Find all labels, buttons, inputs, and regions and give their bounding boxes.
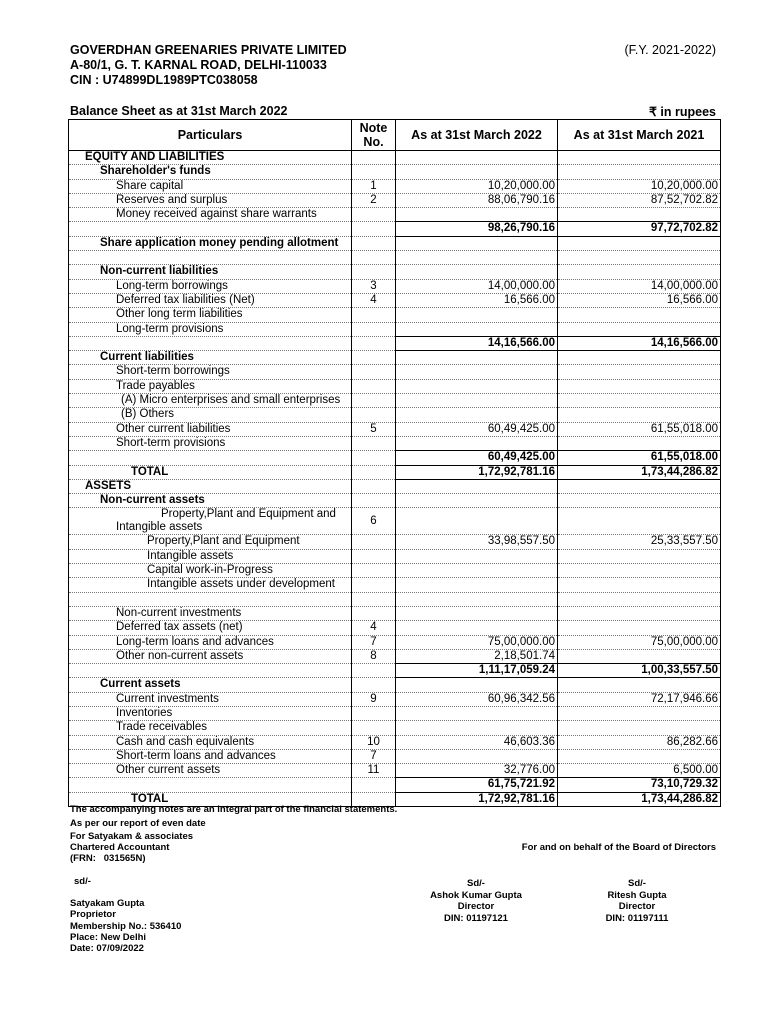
place: Place: New Delhi <box>70 932 147 943</box>
auditor-title: Proprietor <box>70 909 116 920</box>
row-value-previous: 73,10,729.32 <box>558 778 721 792</box>
row-note: 10 <box>352 735 396 749</box>
subtotal-row <box>69 222 721 236</box>
table-row <box>69 649 721 663</box>
row-value-current <box>396 351 558 365</box>
row-note <box>352 208 396 222</box>
table-row <box>69 635 721 649</box>
row-note <box>352 222 396 236</box>
row-note: 2 <box>352 193 396 207</box>
row-note <box>352 494 396 508</box>
table-row <box>69 165 721 179</box>
row-label: TOTAL <box>69 792 352 806</box>
table-row <box>69 549 721 563</box>
row-value-current: 32,776.00 <box>396 764 558 778</box>
row-value-current <box>396 265 558 279</box>
header-note: Note No. <box>352 120 396 151</box>
row-value-current: 14,16,566.00 <box>396 336 558 350</box>
row-value-current: 1,72,92,781.16 <box>396 465 558 479</box>
row-value-current <box>396 165 558 179</box>
table-row <box>69 265 721 279</box>
footer-report: As per our report of even date <box>70 818 206 829</box>
row-value-current: 60,49,425.00 <box>396 451 558 465</box>
board-statement: For and on behalf of the Board of Directors <box>521 842 716 853</box>
row-value-previous <box>558 322 721 336</box>
table-row <box>69 621 721 635</box>
row-note <box>352 165 396 179</box>
row-value-previous <box>558 508 721 535</box>
director-1-signature: Sd/- <box>467 878 485 889</box>
row-value-current: 60,49,425.00 <box>396 422 558 436</box>
table-row <box>69 408 721 422</box>
row-label: Long-term provisions <box>69 322 352 336</box>
row-value-previous <box>558 549 721 563</box>
row-label: Non-current assets <box>69 494 352 508</box>
row-value-previous: 87,52,702.82 <box>558 193 721 207</box>
table-row <box>69 592 721 606</box>
row-note <box>352 549 396 563</box>
row-value-current: 88,06,790.16 <box>396 193 558 207</box>
row-value-current <box>396 564 558 578</box>
total-row <box>69 465 721 479</box>
table-row <box>69 494 721 508</box>
table-row <box>69 692 721 706</box>
row-value-current: 10,20,000.00 <box>396 179 558 193</box>
table-row <box>69 508 721 535</box>
row-value-previous <box>558 436 721 450</box>
row-label: Long-term borrowings <box>69 279 352 293</box>
row-label: Non-current liabilities <box>69 265 352 279</box>
row-value-previous: 97,72,702.82 <box>558 222 721 236</box>
row-note <box>352 578 396 592</box>
row-value-current: 14,00,000.00 <box>396 279 558 293</box>
row-label <box>69 251 352 265</box>
row-value-previous <box>558 365 721 379</box>
row-value-previous <box>558 379 721 393</box>
row-value-previous <box>558 678 721 692</box>
table-row <box>69 379 721 393</box>
row-note <box>352 236 396 250</box>
auditor-firm: For Satyakam & associates <box>70 831 194 842</box>
table-row <box>69 251 721 265</box>
table-row <box>69 564 721 578</box>
row-label: Share capital <box>69 179 352 193</box>
row-value-current: 98,26,790.16 <box>396 222 558 236</box>
table-row <box>69 721 721 735</box>
row-label: Other current assets <box>69 764 352 778</box>
row-label: ASSETS <box>69 479 352 493</box>
row-note: 9 <box>352 692 396 706</box>
row-value-previous: 14,16,566.00 <box>558 336 721 350</box>
row-note <box>352 479 396 493</box>
row-value-current <box>396 251 558 265</box>
row-value-previous <box>558 151 721 165</box>
row-note <box>352 606 396 620</box>
row-value-previous <box>558 606 721 620</box>
row-label: Inventories <box>69 706 352 720</box>
row-label: (A) Micro enterprises and small enterprises <box>69 394 352 408</box>
row-note <box>352 592 396 606</box>
table-row <box>69 436 721 450</box>
balance-sheet-table <box>68 119 721 807</box>
table-row <box>69 578 721 592</box>
table-row <box>69 365 721 379</box>
row-value-current: 46,603.36 <box>396 735 558 749</box>
row-value-current <box>396 379 558 393</box>
row-value-previous <box>558 621 721 635</box>
row-label: Short-term borrowings <box>69 365 352 379</box>
auditor-membership: Membership No.: 536410 <box>70 921 182 932</box>
row-label: Other non-current assets <box>69 649 352 663</box>
table-row <box>69 706 721 720</box>
row-label <box>69 592 352 606</box>
row-label <box>69 222 352 236</box>
director-2-din: DIN: 01197111 <box>605 912 669 924</box>
row-value-previous: 1,73,44,286.82 <box>558 792 721 806</box>
row-value-previous <box>558 408 721 422</box>
row-value-current <box>396 208 558 222</box>
financial-year: (F.Y. 2021-2022) <box>624 43 716 57</box>
director-2-name: Ritesh Gupta <box>607 889 667 901</box>
row-value-previous <box>558 208 721 222</box>
row-label: Property,Plant and Equipment <box>69 535 352 549</box>
row-value-previous <box>558 578 721 592</box>
row-label: TOTAL <box>69 465 352 479</box>
footer-notes-statement: The accompanying notes are an integral part of the financial statements. <box>70 804 398 815</box>
currency-label: in rupees <box>660 105 716 119</box>
row-label <box>69 451 352 465</box>
row-label: Trade payables <box>69 379 352 393</box>
row-value-current <box>396 408 558 422</box>
row-value-previous <box>558 251 721 265</box>
row-value-previous <box>558 236 721 250</box>
row-value-previous: 1,00,33,557.50 <box>558 664 721 678</box>
row-value-previous <box>558 494 721 508</box>
row-label: Shareholder's funds <box>69 165 352 179</box>
row-note: 7 <box>352 749 396 763</box>
row-value-previous: 86,282.66 <box>558 735 721 749</box>
director-2-signature-block <box>572 878 702 924</box>
row-value-current <box>396 549 558 563</box>
table-row <box>69 293 721 307</box>
row-label <box>69 664 352 678</box>
row-value-current: 33,98,557.50 <box>396 535 558 549</box>
table-row <box>69 322 721 336</box>
row-label: Intangible assets under development <box>69 578 352 592</box>
row-label: Current assets <box>69 678 352 692</box>
row-note <box>352 436 396 450</box>
row-label: Short-term provisions <box>69 436 352 450</box>
table-row <box>69 351 721 365</box>
row-value-previous <box>558 721 721 735</box>
row-value-current <box>396 508 558 535</box>
director-1-name: Ashok Kumar Gupta <box>430 889 522 901</box>
row-label: Capital work-in-Progress <box>69 564 352 578</box>
table-row <box>69 151 721 165</box>
balance-sheet-body <box>69 151 721 807</box>
row-note: 8 <box>352 649 396 663</box>
currency-note <box>649 104 716 119</box>
row-value-current <box>396 606 558 620</box>
director-2-title: Director <box>618 901 656 912</box>
table-row <box>69 764 721 778</box>
row-value-previous <box>558 706 721 720</box>
row-label: Current investments <box>69 692 352 706</box>
row-value-previous: 6,500.00 <box>558 764 721 778</box>
row-value-previous: 75,00,000.00 <box>558 635 721 649</box>
row-label: Trade receivables <box>69 721 352 735</box>
row-value-current: 60,96,342.56 <box>396 692 558 706</box>
row-value-previous: 61,55,018.00 <box>558 422 721 436</box>
row-note <box>352 379 396 393</box>
row-note: 5 <box>352 422 396 436</box>
row-value-previous <box>558 351 721 365</box>
director-1-title: Director <box>457 901 495 912</box>
row-label <box>69 336 352 350</box>
row-note <box>352 564 396 578</box>
row-value-previous <box>558 649 721 663</box>
subtotal-row <box>69 664 721 678</box>
subtotal-row <box>69 336 721 350</box>
row-note: 1 <box>352 179 396 193</box>
row-label: (B) Others <box>69 408 352 422</box>
row-label: Short-term loans and advances <box>69 749 352 763</box>
table-row <box>69 606 721 620</box>
row-value-current <box>396 494 558 508</box>
row-note <box>352 721 396 735</box>
company-address: A-80/1, G. T. KARNAL ROAD, DELHI-110033 <box>70 58 327 72</box>
row-note <box>352 465 396 479</box>
row-label: Intangible assets <box>69 549 352 563</box>
subtotal-row <box>69 451 721 465</box>
director-2-signature: Sd/- <box>628 878 646 889</box>
row-note <box>352 151 396 165</box>
table-row <box>69 735 721 749</box>
row-value-current <box>396 322 558 336</box>
row-note <box>352 451 396 465</box>
row-note: 4 <box>352 621 396 635</box>
row-note: 4 <box>352 293 396 307</box>
header-previous-year: As at 31st March 2021 <box>558 120 721 151</box>
row-value-previous: 16,566.00 <box>558 293 721 307</box>
auditor-frn: (FRN: 031565N) <box>70 853 146 864</box>
table-row <box>69 279 721 293</box>
subtotal-row <box>69 778 721 792</box>
director-1-din: DIN: 01197121 <box>444 912 508 924</box>
row-label: Current liabilities <box>69 351 352 365</box>
row-value-previous: 61,55,018.00 <box>558 451 721 465</box>
table-row <box>69 479 721 493</box>
row-value-current <box>396 678 558 692</box>
row-value-current: 61,75,721.92 <box>396 778 558 792</box>
row-value-current <box>396 151 558 165</box>
row-note: 7 <box>352 635 396 649</box>
table-row <box>69 208 721 222</box>
row-value-previous: 14,00,000.00 <box>558 279 721 293</box>
table-row <box>69 308 721 322</box>
row-value-current: 1,72,92,781.16 <box>396 792 558 806</box>
row-note: 3 <box>352 279 396 293</box>
row-value-previous: 72,17,946.66 <box>558 692 721 706</box>
row-value-current <box>396 721 558 735</box>
row-note <box>352 394 396 408</box>
row-note <box>352 678 396 692</box>
company-name: GOVERDHAN GREENARIES PRIVATE LIMITED <box>70 43 347 57</box>
director-1-signature-block <box>411 878 541 924</box>
row-label: EQUITY AND LIABILITIES <box>69 151 352 165</box>
row-note: 11 <box>352 764 396 778</box>
date: Date: 07/09/2022 <box>70 943 144 954</box>
row-note <box>352 664 396 678</box>
row-value-current <box>396 621 558 635</box>
row-label <box>69 778 352 792</box>
row-value-previous: 1,73,44,286.82 <box>558 465 721 479</box>
row-note <box>352 535 396 549</box>
table-row <box>69 749 721 763</box>
row-label: Long-term loans and advances <box>69 635 352 649</box>
row-note: 6 <box>352 508 396 535</box>
row-label: Cash and cash equivalents <box>69 735 352 749</box>
row-note <box>352 778 396 792</box>
row-label: Share application money pending allotment <box>69 236 352 250</box>
row-value-previous <box>558 165 721 179</box>
rupee-icon: ₹ <box>648 105 657 119</box>
row-value-current: 16,566.00 <box>396 293 558 307</box>
row-value-current <box>396 365 558 379</box>
row-value-previous <box>558 749 721 763</box>
table-row <box>69 535 721 549</box>
row-value-previous <box>558 265 721 279</box>
row-value-current <box>396 706 558 720</box>
row-note <box>352 336 396 350</box>
table-row <box>69 422 721 436</box>
row-value-current <box>396 592 558 606</box>
row-label: Deferred tax assets (net) <box>69 621 352 635</box>
row-label: Other current liabilities <box>69 422 352 436</box>
table-row <box>69 236 721 250</box>
table-row <box>69 179 721 193</box>
row-label: Property,Plant and Equipment and Intangible assets <box>69 508 352 535</box>
row-value-current: 75,00,000.00 <box>396 635 558 649</box>
row-label: Reserves and surplus <box>69 193 352 207</box>
row-label: Money received against share warrants <box>69 208 352 222</box>
auditor-name: Satyakam Gupta <box>70 898 145 909</box>
row-note <box>352 308 396 322</box>
row-label: Other long term liabilities <box>69 308 352 322</box>
row-value-current <box>396 308 558 322</box>
row-value-previous <box>558 564 721 578</box>
row-note <box>352 251 396 265</box>
row-note <box>352 265 396 279</box>
auditor-signature: sd/- <box>74 876 91 887</box>
row-value-previous <box>558 394 721 408</box>
row-label: Non-current investments <box>69 606 352 620</box>
row-label: Deferred tax liabilities (Net) <box>69 293 352 307</box>
row-note <box>352 322 396 336</box>
row-value-current <box>396 578 558 592</box>
row-note <box>352 706 396 720</box>
sheet-title: Balance Sheet as at 31st March 2022 <box>70 104 288 118</box>
row-note <box>352 351 396 365</box>
row-value-previous <box>558 308 721 322</box>
row-value-current <box>396 749 558 763</box>
header-particulars: Particulars <box>69 120 352 151</box>
table-row <box>69 193 721 207</box>
company-cin: CIN : U74899DL1989PTC038058 <box>70 73 258 87</box>
row-value-current <box>396 394 558 408</box>
auditor-firm-role: Chartered Accountant <box>70 842 170 853</box>
table-row <box>69 394 721 408</box>
table-row <box>69 678 721 692</box>
row-note <box>352 408 396 422</box>
row-value-current <box>396 236 558 250</box>
row-value-current: 2,18,501.74 <box>396 649 558 663</box>
row-value-previous: 10,20,000.00 <box>558 179 721 193</box>
row-value-previous: 25,33,557.50 <box>558 535 721 549</box>
row-value-current <box>396 436 558 450</box>
row-value-current <box>396 479 558 493</box>
header-current-year: As at 31st March 2022 <box>396 120 558 151</box>
row-value-previous <box>558 592 721 606</box>
row-note <box>352 365 396 379</box>
row-value-previous <box>558 479 721 493</box>
row-value-current: 1,11,17,059.24 <box>396 664 558 678</box>
